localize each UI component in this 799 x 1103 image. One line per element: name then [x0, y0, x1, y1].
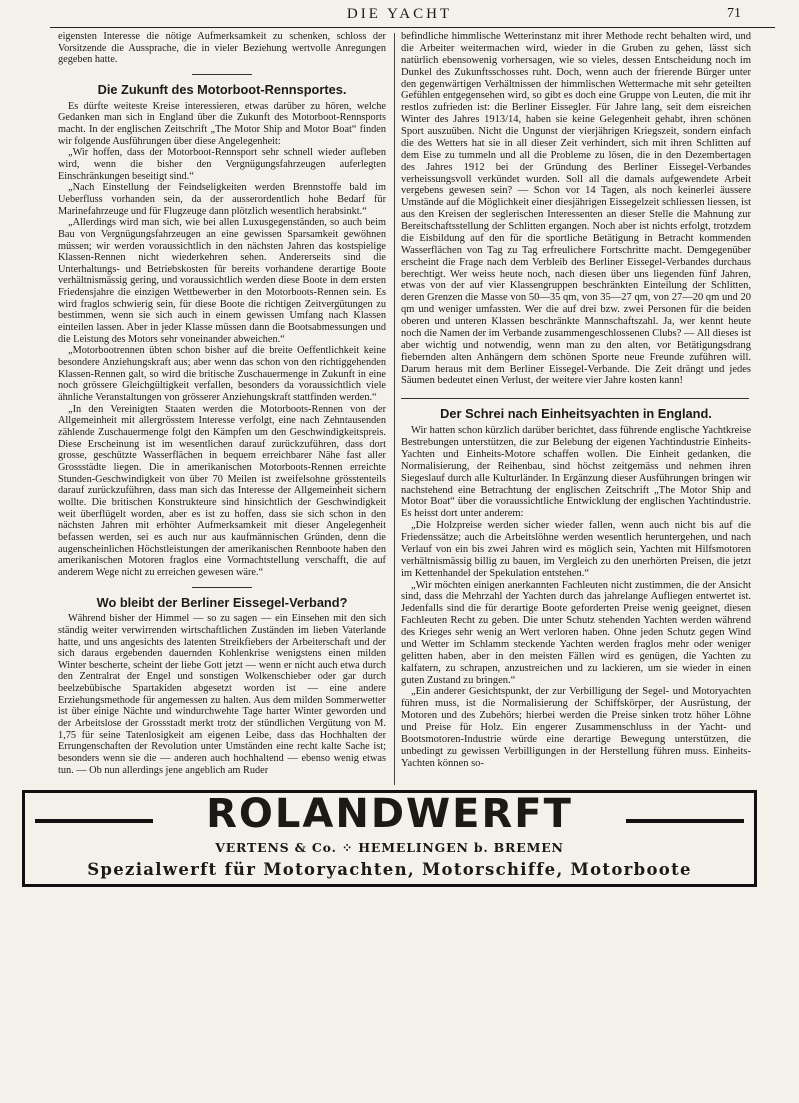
intro-paragraph: eigensten Interesse die nötige Aufmerksamkeit zu schenken, schloss der Vorsitzende die Aussprache, die in vieler Beziehung wertvolle Anregungen gegeben hatte.	[58, 31, 386, 66]
article-title-motorboat-racing: Die Zukunft des Motorboot-Rennsportes.	[97, 81, 347, 97]
ad-address: VERTENS & Co. ⁘ HEMELINGEN b. BREMEN	[215, 840, 564, 855]
ad-company-name: ROLANDWERFT	[206, 791, 573, 837]
section-divider	[192, 587, 252, 588]
article-paragraph: „In den Vereinigten Staaten werden die Motorboots-Rennen von der Allgemeinheit mit allergrösstem Interesse verfolgt, eine nach Zehntausenden zählende Zuschauermenge folgt den Kämpfen um den Geschwindigkeitspreis. Diese Erscheinung ist im wesentlichen darauf zurückzuführen, dass dort grosse, geschützte Wasserflächen in bequem erreichbarer Nähe fast aller Grossstädte liegen. Die in amerikanischen Motorboots-Rennen erreichte Stunden-Geschwindigkeit von über 70 Meilen ist zweifelsohne grösstenteils darauf zurückzuführen, dass man sich das Interesse der Allgemeinheit sichern wollte. Die britischen Konstrukteure sind hinsichtlich der Geschwindigkeit weit überflügelt worden, aber es ist zu hoffen, dass sie sich schon in den nächsten Jahren mit erhöhter Aufmerksamkeit mit dieser Angelegenheit befassen werden, sei es auch nur aus kaufmännischen Gründen, denn die augenscheinlichen Höchstleistungen der amerikanischen Rennboote haben den amerikanischen Motoren fraglos eine Vormachtstellung verschafft, die auf anderem Wege nicht zu erreichen gewesen wäre.“	[58, 403, 386, 578]
section-divider	[401, 398, 749, 399]
article-title-eissegel-verband: Wo bleibt der Berliner Eissegel-Verband?	[96, 594, 348, 610]
article-title-einheitsyachten: Der Schrei nach Einheitsyachten in England.	[440, 406, 712, 422]
right-column	[401, 31, 751, 770]
article-paragraph: Es dürfte weiteste Kreise interessieren, etwas darüber zu hören, welche Gedanken man sich in England über die Zukunft des Motorboot-Rennsports macht. In der englischen Zeitschrift „The Motor Ship and Motor Boat“ finden wir folgende Ausführungen über diese Angelegenheit:	[58, 100, 386, 147]
article-paragraph: Während bisher der Himmel — so zu sagen — ein Einsehen mit den sich ständig weiter verwirrenden wirtschaftlichen Zuständen im lieben Vaterlande hatte, und uns angesichts des latenten Streikfiebers der Arbeiterschaft und der sich daraus ergebenden dauernden Kohlenkrise wenigstens einen milden Winter bescherte, scheint der liebe Gott jetzt — wenn er nicht auch etwa durch den Zentralrat der Engel und sonstigen Wolkenschieber oder gar durch beelzebübische Spartakiden abgesetzt worden ist — eine andere Erziehungsmethode für angemessen zu halten. Aus dem milden Sommerwetter ist über einige Nächte und windurchwehte Tage harter Winter geworden und der Arbeitslose der Grossstadt merkt trotz der stündlichen Vergütung von M. 1,75 für seine Tatenlosigkeit am eigenen Leibe, dass das Hochhalten der Errungenschaften der Revolution unter Umständen eine recht kalte Sache ist; besonders wenn sie die — anderen auch hochhaltend — ebenso wenig etwas tun. — Ob nun allerdings jene angeblich am Ruder	[58, 613, 386, 776]
article-paragraph: „Allerdings wird man sich, wie bei allen Luxusgegenständen, so auch beim Bau von Vergnügungsfahrzeugen an eine gewissen Sparsamkeit gewöhnen müssen; wir werden voraussichtlich in den nächsten Jahren das kostspielige Klassen-Rennen nicht wiederkehren sehen. Andererseits sind die Unterhaltungs- und Betriebskosten für bereits vorhandene derartige Boote verhältnismässig gering, und voraussichtlich werden diese Boote in dem ersten Friedensjahre die einzigen Wettbewerber in den Motorboots-Rennen sein. Es wird fraglos schwierig sein, für diese Boote die richtigen Zeitvergütungen zu bestimmen, wenn sie sich auch in einem gewissen Umfang nach Klassen einteilen lassen. Aber in jeder Klasse müssen dann die Bootsabmessungen und die Leistung des Motors sehr voneinander abweichen.“	[58, 217, 386, 345]
header-rule	[50, 27, 775, 28]
running-title: DIE YACHT	[346, 6, 453, 22]
ad-tagline: Spezialwerft für Motoryachten, Motorschiffe, Motorboote	[87, 860, 692, 879]
article-paragraph: „Wir möchten einigen anerkannten Fachleuten nicht zustimmen, die der Ansicht sind, dass die Mehrzahl der Yachten durch das jahrelange Aufliegen entwertet ist. Jedenfalls sind die für derartige Boote geforderten Preise wenig geeignet, diesen Fachleuten Recht zu geben. Die unter Schutz stehenden Yachten werden während des Krieges sehr wenig an Wert verloren haben. Ohne jeden Schutz gegen Wind und Wetter im Schlamm steckende Yachten werden fraglos mehr oder weniger gelitten haben, aber in den meisten Fällen wird es genügen, die Yachten zu kalfatern, zu schrapen, anzustreichen und zu lackieren, um sie wieder in einen guten Zustand zu bringen.“	[401, 579, 751, 686]
continuation-paragraph: befindliche himmlische Wetterinstanz mit ihrer Methode recht behalten wird, und die Arbeiter weitermachen wird, wieder in die Gruben zu gehen, lässt sich natürlich ebensowenig vorhersagen, wie so vieles, dessen Entscheidung noch im Dunkel des Zukunftsschosses ruht. Doch, wenn auch der frierende Bürger unter den gegenwärtigen Verhältnissen der himmlischen Wettermache mit sehr geteilten Gefühlen entgegensehen wird, so gibt es doch eine Gruppe von Leuten, die mit ihr restlos zufrieden ist: die Berliner Eissegler. Für Jahre lang, seit dem eisreichen Winter des Jahres 1913/14, haben sie keine Gelegenheit gehabt, ihren schönen Sport auszuüben. Nicht die Ungunst der vierjährigen Kriegszeit, sondern einfach die des Wetters hat sie in all dieser Zeit verhindert, sich mit ihren Schlitten auf dem Eise zu tummeln und all die Probleme zu lösen, die in den Dezembertagen des Jahres 1912 bei der Gründung des Berliner Eissegel-Verbandes verheissungsvoll verkündet wurden. Soll all die damals aufgewendete Arbeit vergebens gewesen sein? — Schon vor 14 Tagen, als noch keinerlei äussere Umstände auf die Möglichkeit einer diesjährigen Eissegelzeit schliessen liessen, ist aus den Kreisen der seglerischen Interessenten an dieser Stelle die Mahnung zur Bereitschaftsstellung der Schlitten ergangen. Noch aber ist nichts erfolgt, trotzdem die Eisbildung auf den für die sportliche Betätigung in Betracht kommenden Wasserflächen von Tag zu Tag erfreulichere Fortschritte macht. Demgegenüber erscheint die Frage nach dem Verbleib des Berliner Eissegel-Verbandes durchaus berechtigt. Wer weiss heute noch, nach diesen über uns liegenden fünf Jahren, etwas von der auf vier Klassengruppen beschränkten Einteilung der Schlitten, deren Grenzen die Masse von 50—35 qm, von 35—27 qm, von 27—20 qm und 20 qm und weniger umfassten. Wer die auf drei bzw. zwei Personen für die beiden oberen und unteren Klassen beschränkte Mannschaftszahl. Ja, wer kennt heute noch die Namen der im Verbande zusammengeschlossenen Clubs? — All dieses ist aber wichtig und notwendig, wenn man zu den alten, vor Betätigungsdrang fiebernden alten Anhängern dem schönen Sporte neue Freunde zuführen will. Darum heraus mit dem Berliner Eissegel-Verbande. Die Zeit drängt und jedes Säumen bedeutet einen Verlust, der weitere vier Jahre kosten kann!	[401, 31, 751, 387]
article-paragraph: „Die Holzpreise werden sicher wieder fallen, wenn auch nicht bis auf die Friedenssätze; auch die Arbeitslöhne werden wesentlich heruntergehen, und nach Verlauf von ein bis zwei Jahren wird es möglich sein, Yachten mit Hilfsmotoren verhältnismässig billig zu bauen, im Vergleich zu den unerhörten Preisen, die jetzt im Kettenhandel der Spekulation entstehen.“	[401, 520, 751, 579]
article-paragraph: „Ein anderer Gesichtspunkt, der zur Verbilligung der Segel- und Motoryachten führen muss, ist die Normalisierung der Schiffskörper, der Ausrüstung, der Motoren und des Zubehörs; hierbei werden die Preise sinken trotz höher Löhne und Preise für Holz. Ein engerer Zusammenschluss in der Yacht- und Bootsmotoren-Industrie würde eine derartige Bewegung unterstützen, die unbedingt zu gewissen Verbilligungen in der Herstellung führen muss. Einheits-Yachten können so-	[401, 686, 751, 769]
article-paragraph: Wir hatten schon kürzlich darüber berichtet, dass führende englische Yachtkreise Bestrebungen unterstützen, die zur Belebung der eigenen Yachtindustrie Einheits-Yachten und Einheits-Motore schaffen wollen. Die Einheit gedanken, die Normalisierung, der Reihenbau, sind höchst zeitgemäss und nehmen ihren Siegeslauf durch alle Kulturländer. In Ergänzung dieser Ausführungen bringen wir nachstehend eine Betrachtung der englischen Zeitschrift „The Motor Ship and Motor Boat“ über die voraussichtliche Entwicklung der englischen Yachtindustrie. Es heisst dort unter anderem:	[401, 425, 751, 520]
column-divider	[394, 33, 395, 785]
page-number: 71	[727, 6, 741, 21]
article-paragraph: „Wir hoffen, dass der Motorboot-Rennsport sehr schnell wieder aufleben wird, wenn die bisher den Vergnügungsfahrzeugen auferlegten Einschränkungen beseitigt sind.“	[58, 147, 386, 182]
rolandwerft-advertisement	[22, 790, 757, 887]
section-divider	[192, 74, 252, 75]
article-paragraph: „Nach Einstellung der Feindseligkeiten werden Brennstoffe bald im Ueberfluss vorhanden sein, da der ausserordentlich hohe Bedarf für Marinefahrzeuge und für Flugzeuge dann plötzlich wesentlich herabsinkt.“	[58, 182, 386, 217]
left-column	[58, 31, 386, 776]
article-paragraph: „Motorbootrennen übten schon bisher auf die breite Oeffentlichkeit keine besondere Anziehungskraft aus; aber wenn das schon von den richtiggehenden Klassen-Rennen galt, so wird die britische Zuschauermenge in Zukunft in eine noch grössere Gleichgültigkeit verfallen, besonders da voraussichtlich viele ähnliche Veranstaltungen von grösserer Anziehungskraft stattfinden werden.“	[58, 345, 386, 404]
